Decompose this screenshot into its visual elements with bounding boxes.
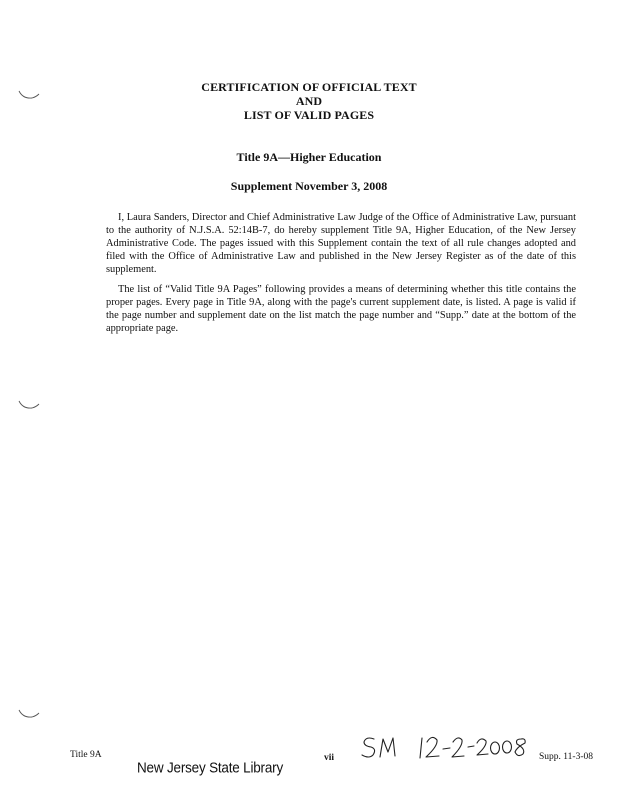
supplement-date-line: Supplement November 3, 2008 bbox=[230, 179, 388, 193]
footer-title: Title 9A bbox=[70, 750, 102, 760]
heading-line-3: LIST OF VALID PAGES bbox=[243, 108, 375, 122]
certification-heading bbox=[0, 80, 618, 122]
binder-hole-mark-icon bbox=[18, 709, 40, 719]
library-stamp: New Jersey State Library bbox=[137, 759, 284, 776]
supplement-footer-date: Supp. 11-3-08 bbox=[539, 752, 594, 762]
page-number: vii bbox=[324, 753, 335, 763]
title-line: Title 9A—Higher Education bbox=[236, 150, 382, 164]
handwritten-annotation bbox=[360, 730, 532, 762]
heading-line-2: AND bbox=[295, 94, 323, 108]
binder-hole-mark-icon bbox=[18, 90, 40, 100]
valid-pages-paragraph: The list of “Valid Title 9A Pages” following provides a means of determining whether this title contains the proper pages. Every page in Title 9A, along with the page's current supplement date, is listed. A page is valid if the page number and supplement date on the list match the page number and “Supp.” date at the bottom of the appropriate page. bbox=[106, 284, 576, 334]
heading-line-1: CERTIFICATION OF OFFICIAL TEXT bbox=[201, 80, 417, 94]
certification-paragraph: I, Laura Sanders, Director and Chief Administrative Law Judge of the Office of Administrative Law, pursuant to the authority of N.J.S.A. 52:14B-7, do hereby supplement Title 9A, Higher Education, of the New Jersey Administrative Code. The pages issued with this Supplement contain the text of all rule changes adopted and filed with the Office of Administrative Law and published in the New Jersey Register as of the date of this supplement. bbox=[106, 212, 576, 275]
binder-hole-mark-icon bbox=[18, 400, 40, 410]
